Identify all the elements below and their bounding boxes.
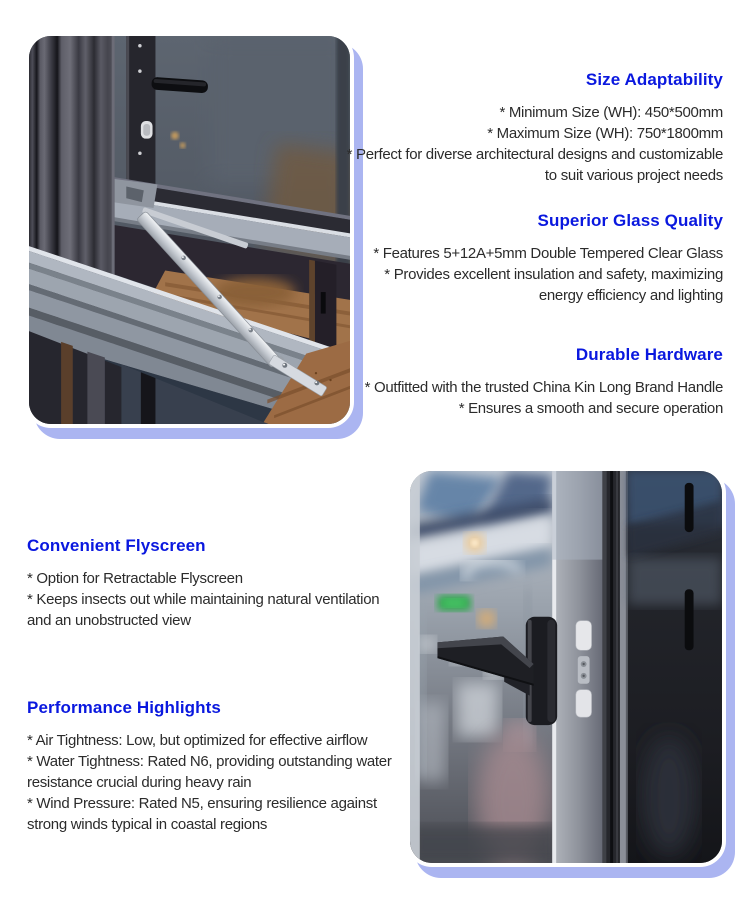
frame-gap: [606, 471, 628, 863]
lock-latch: [141, 121, 153, 139]
section-heading: Superior Glass Quality: [537, 211, 723, 230]
bullet-line: * Minimum Size (WH): 450*500mm: [499, 104, 723, 121]
bullet-line: * Air Tightness: Low, but optimized for effective airflow: [27, 732, 368, 749]
section-superior-glass-quality: [338, 211, 723, 306]
section-size-adaptability: [338, 70, 723, 186]
section-heading: Convenient Flyscreen: [27, 536, 206, 555]
left-frame-edge: [410, 471, 420, 863]
bullet-line: * Outfitted with the trusted China Kin Long Brand Handle: [364, 379, 723, 396]
window-handle-photo: [406, 467, 726, 867]
section-performance-highlights: [27, 698, 407, 835]
awning-window-photo: [25, 32, 354, 428]
sash-stile: [126, 36, 155, 185]
bullet-line: * Water Tightness: Rated N6, providing outstanding water resistance crucial during heavy rain: [27, 753, 392, 791]
bullet-line: * Keeps insects out while maintaining natural ventilation and an unobstructed view: [27, 591, 380, 629]
bullet-line: * Maximum Size (WH): 750*1800mm: [487, 125, 723, 142]
window-handle-illustration: [410, 471, 722, 863]
awning-window-illustration: [29, 36, 350, 424]
bullet-line: * Perfect for diverse architectural designs and customizable to suit various project needs: [346, 146, 723, 184]
bullet-line: * Ensures a smooth and secure operation: [458, 400, 723, 417]
exit-sign: [437, 595, 470, 611]
bullet-line: * Provides excellent insulation and safety, maximizing energy efficiency and lighting: [384, 266, 723, 304]
dark-door-panel: [628, 471, 722, 863]
bullet-line: * Wind Pressure: Rated N5, ensuring resilience against strong winds typical in coastal regions: [27, 795, 377, 833]
section-durable-hardware: [338, 345, 723, 419]
bullet-line: * Option for Retractable Flyscreen: [27, 570, 243, 587]
bullet-line: * Features 5+12A+5mm Double Tempered Clear Glass: [373, 245, 723, 262]
section-convenient-flyscreen: [27, 536, 407, 631]
lock-keeper: [576, 621, 592, 718]
section-heading: Size Adaptability: [585, 70, 723, 89]
section-heading: Durable Hardware: [575, 345, 723, 364]
section-heading: Performance Highlights: [27, 698, 221, 717]
